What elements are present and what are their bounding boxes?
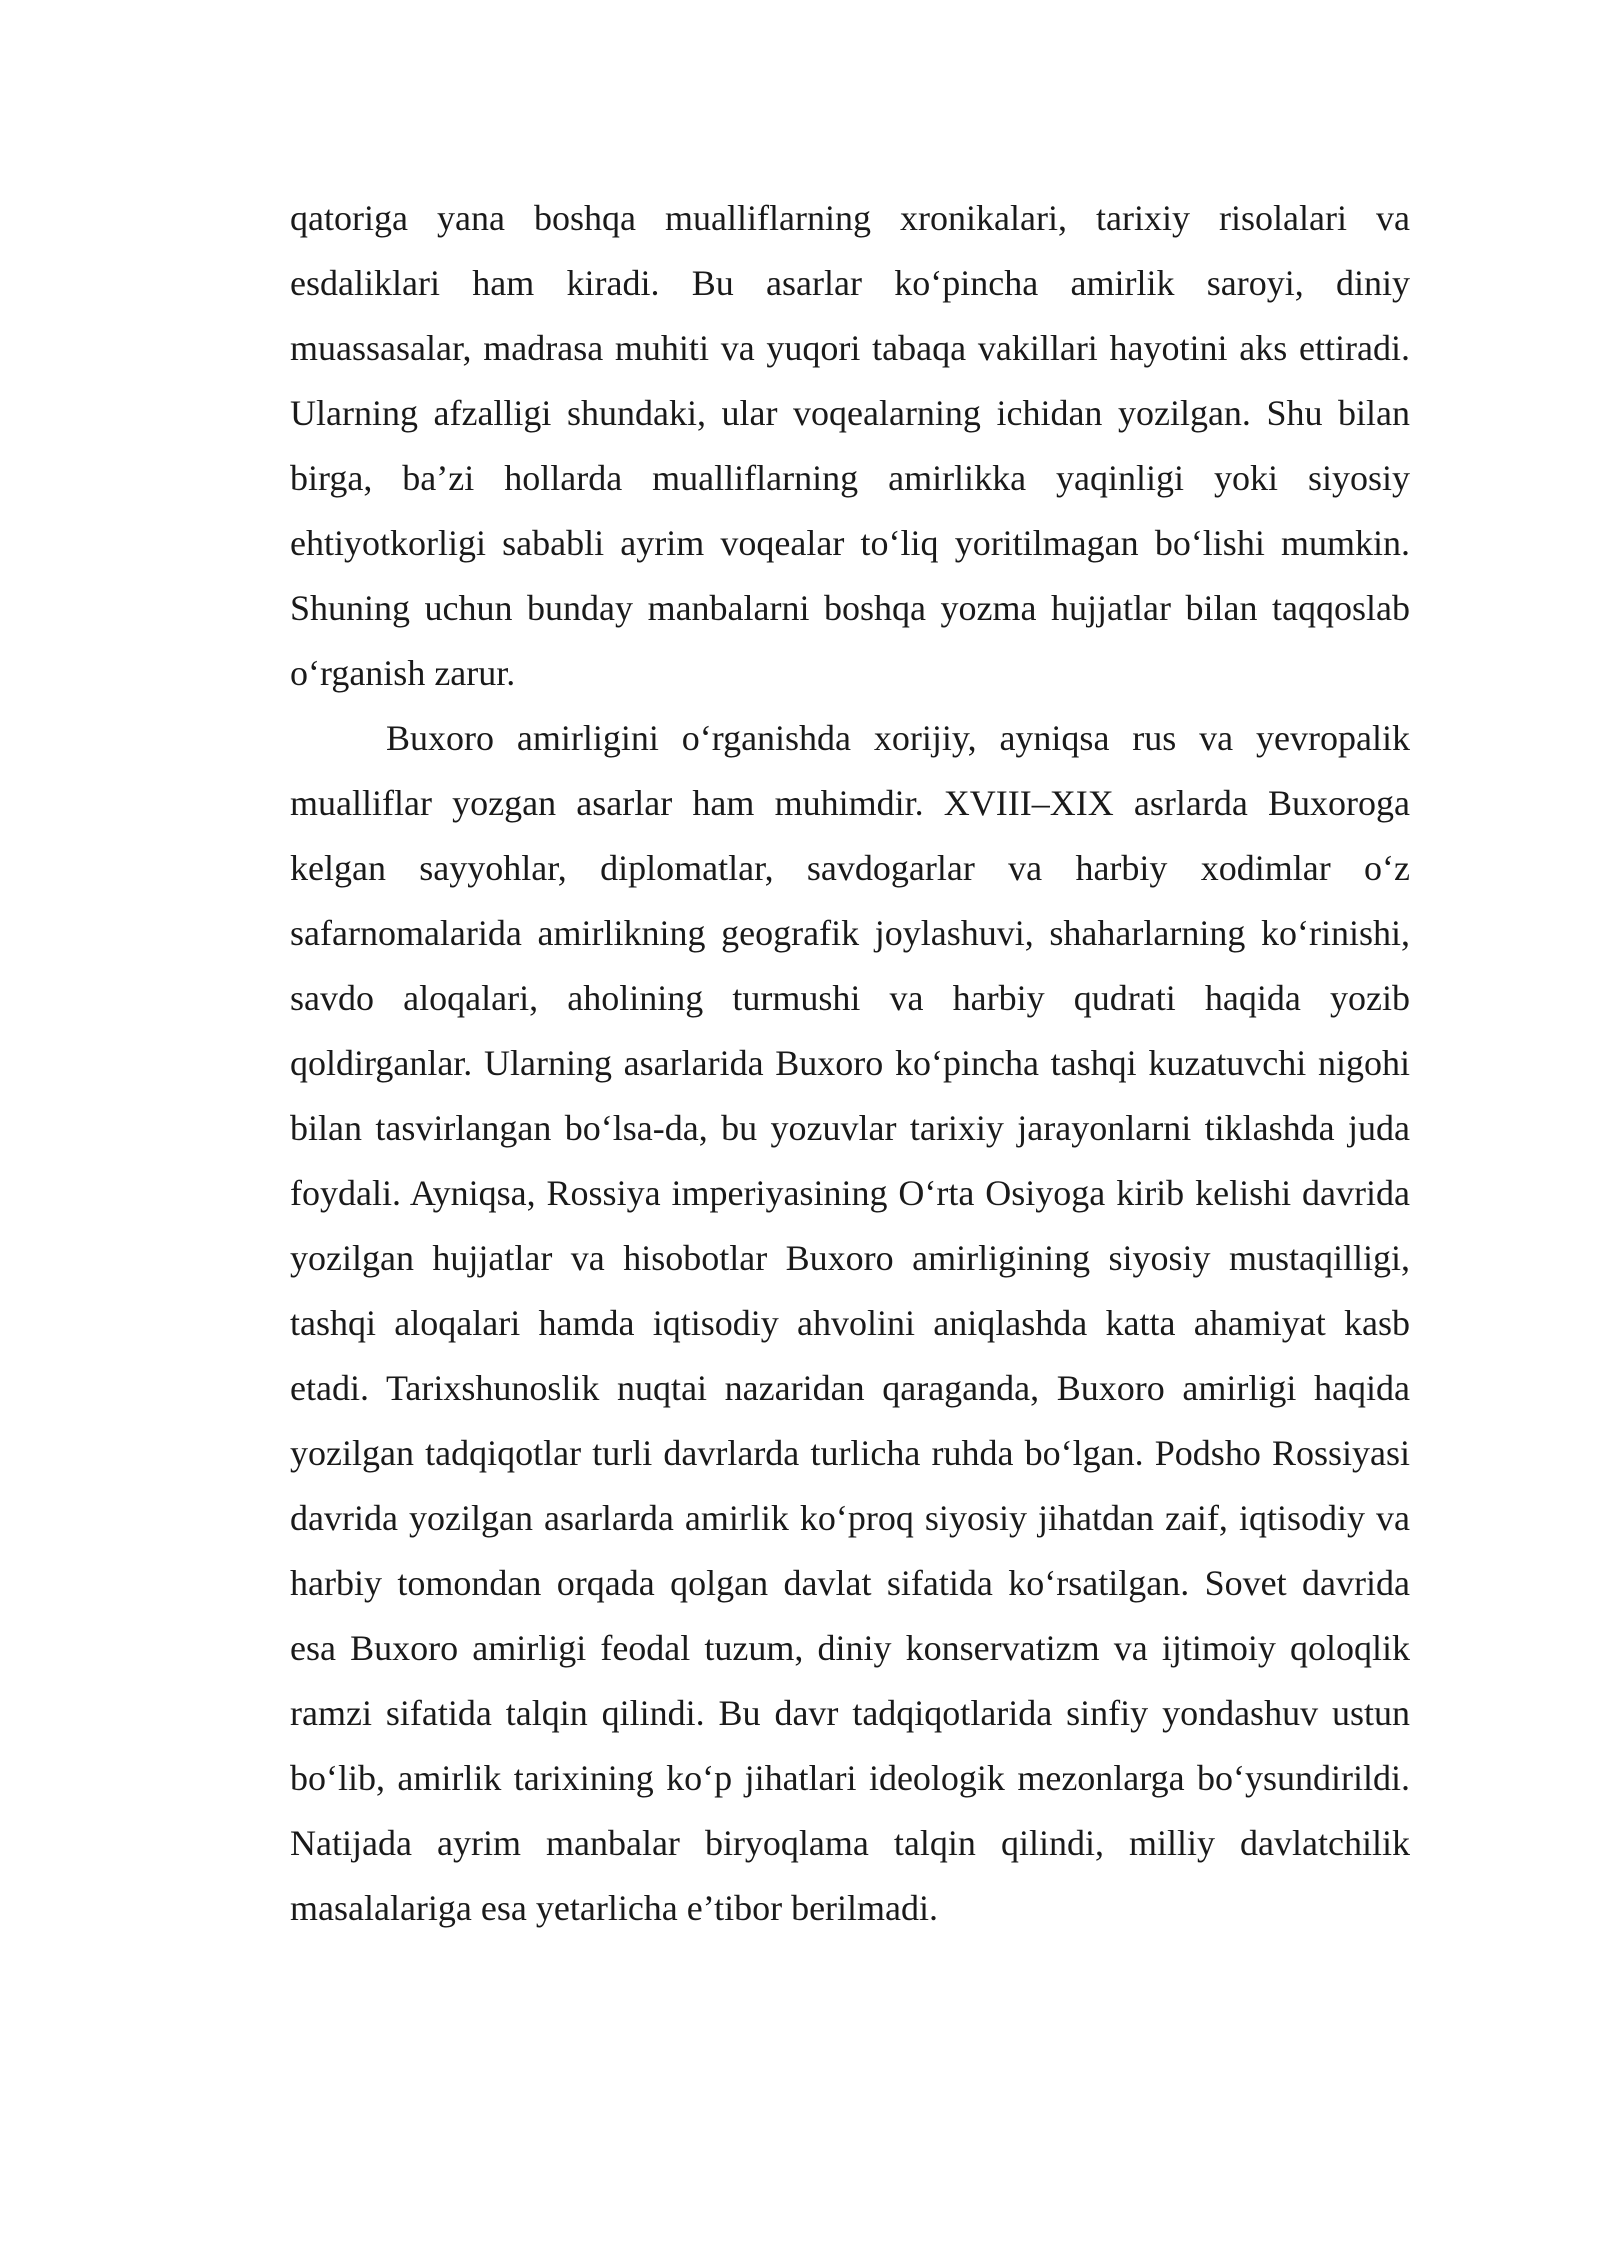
paragraph-1: qatoriga yana boshqa mualliflarning xronikalari, tarixiy risolalari va esdaliklari ham kiradi. Bu asarlar ko‘pincha amirlik saroyi, diniy muassasalar, madrasa muhiti va yuqori tabaqa vakillari hayotini aks ettiradi. Ularning afzalligi shundaki, ular voqealarning ichidan yozilgan. Shu bilan birga, ba’zi hollarda mualliflarning amirlikka yaqinligi yoki siyosiy ehtiyotkorligi sababli ayrim voqealar to‘liq yoritilmagan bo‘lishi mumkin. Shuning uchun bunday manbalarni boshqa yozma hujjatlar bilan taqqoslab o‘rganish zarur.	[290, 198, 1410, 693]
paragraph-2: Buxoro amirligini o‘rganishda xorijiy, ayniqsa rus va yevropalik mualliflar yozgan asarlar ham muhimdir. XVIII–XIX asrlarda Buxoroga kelgan sayyohlar, diplomatlar, savdogarlar va harbiy xodimlar o‘z safarnomalarida amirlikning geografik joylashuvi, shaharlarning ko‘rinishi, savdo aloqalari, aholining turmushi va harbiy qudrati haqida yozib qoldirganlar. Ularning asarlarida Buxoro ko‘pincha tashqi kuzatuvchi nigohi bilan tasvirlangan bo‘lsa-da, bu yozuvlar tarixiy jarayonlarni tiklashda juda foydali. Ayniqsa, Rossiya imperiyasining O‘rta Osiyoga kirib kelishi davrida yozilgan hujjatlar va hisobotlar Buxoro amirligining siyosiy mustaqilligi, tashqi aloqalari hamda iqtisodiy ahvolini aniqlashda katta ahamiyat kasb etadi. Tarixshunoslik nuqtai nazaridan qaraganda, Buxoro amirligi haqida yozilgan tadqiqotlar turli davrlarda turlicha ruhda bo‘lgan. Podsho Rossiyasi davrida yozilgan asarlarda amirlik ko‘proq siyosiy jihatdan zaif, iqtisodiy va harbiy tomondan orqada qolgan davlat sifatida ko‘rsatilgan. Sovet davrida esa Buxoro amirligi feodal tuzum, diniy konservatizm va ijtimoiy qoloqlik ramzi sifatida talqin qilindi. Bu davr tadqiqotlarida sinfiy yondashuv ustun bo‘lib, amirlik tarixining ko‘p jihatlari ideologik mezonlarga bo‘ysundirildi. Natijada ayrim manbalar biryoqlama talqin qilindi, milliy davlatchilik masalalariga esa yetarlicha e’tibor berilmadi.	[290, 718, 1410, 1928]
document-page	[290, 186, 1410, 1941]
